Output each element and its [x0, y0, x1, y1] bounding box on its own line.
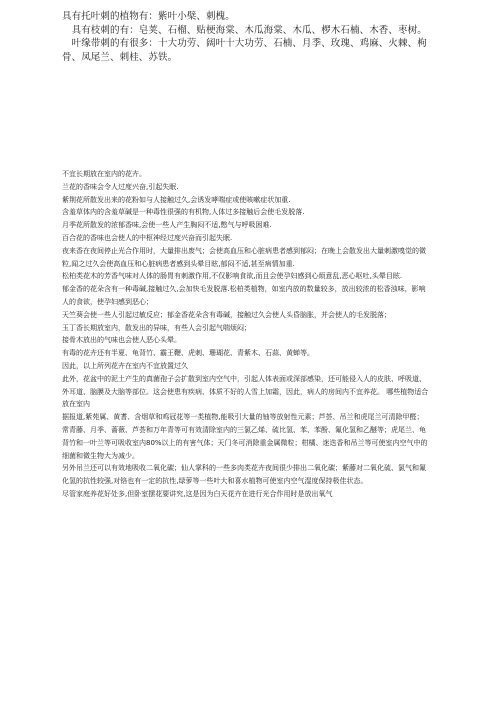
- body-paragraph: 夜来香在夜间停止光合作用时，大量排出废气；会使高血压和心脏病患者感到郁闷；在晚上会散发出大量刺激嗅觉的微粒,闻之过久会使高血压和心脏病患者感到头晕目眩,郁闷不适,甚至病情加重.: [62, 246, 426, 268]
- body-paragraph: 玉丁香长期放室内，散发出的异味，有些人会引起气喘烦闷；: [62, 323, 251, 332]
- body-paragraph: 天竺葵会使一些人引起过敏反应；郁金香花朵含有毒碱，接触过久会使人头昏脑胀，并会使人的毛发脱落；: [62, 310, 391, 319]
- intro-section: [62, 10, 440, 64]
- body-paragraph: 此外，花盆中的泥土产生的真菌孢子会扩散到室内空气中，引起人体表面或深部感染，还可能侵入人的皮肤、呼吸道、外耳道、脑膜及大脑等部位。这会使患有疾病、体质不好的人雪上加霜，因此，病人的房间内不宜养花。 哪些植物适合放在室内: [62, 374, 429, 409]
- section-heading: 不宜长期放在室内的花卉。: [62, 170, 146, 178]
- intro-paragraph: 具有托叶刺的植物有：紫叶小檗、刺槐。: [62, 11, 235, 22]
- body-paragraph: 兰花的香味会令人过度兴奋,引起失眠.: [62, 182, 179, 191]
- body-paragraph: 松柏类花木的芳香气味对人体的肠胃有刺激作用,不仅影响食欲,而且会使孕妇感到心烦意乱,恶心呕吐,头晕目眩.: [62, 272, 403, 281]
- body-paragraph: 接骨木放出的气味也会使人恶心头晕。: [62, 336, 181, 345]
- intro-paragraph: 具有枝刺的有：皂荚、石榴、贴梗海棠、木瓜海棠、木瓜、椤木石楠、木香、枣树。: [62, 24, 427, 36]
- body-paragraph: 郁金香的花朵含有一种毒碱,接触过久,会加快毛发脱落.松柏类植物，如室内放的数量较多，放出较浓的松香浊味，影响人的食欲，使孕妇感到恶心；: [62, 285, 426, 306]
- body-paragraph: 紫荆花所散发出来的花粉如与人接触过久,会诱发哮喘症或使咳嗽症状加重.: [62, 195, 291, 204]
- body-section: [62, 168, 430, 501]
- body-paragraph: 月季花所散发的浓郁香味,会使一些人产生胸闷不适,憋气与呼吸困难.: [62, 221, 272, 230]
- body-paragraph: 有毒的花卉还有半夏、龟背竹、霸王鞭、虎刺、珊瑚花、青紫木、石蒜、黄蝉等。: [62, 349, 314, 358]
- intro-paragraph: 叶缘带刺的有很多：十大功劳、阔叶十大功劳、石楠、月季、玫瑰、鸡麻、火棘、枸骨、凤尾兰、刺桂、苏铁。: [62, 38, 427, 63]
- body-paragraph: 据报道,紫苑属、黄耆、含烟草和鸡冠花等一类植物,能吸引大量的铀等放射性元素；芦荟、吊兰和虎尾兰可清除甲醛；常青藤、月季、蔷薇、芦荟和万年青等可有效清除室内的三氯乙烯、硫比氢、苯、苯酚、氟化氢和乙醚等；虎尾兰、龟背竹和一叶兰等可吸收室内80%以上的有害气体；天门冬可消除重金属微粒；柑橘、迷迭香和吊兰等可使室内空气中的细菌和微生物大为减少。: [62, 413, 428, 460]
- body-paragraph: 尽管家庭养花好处多,但卧室摆花要讲究,这是因为白天花卉在进行光合作用时是放出氧气: [62, 489, 333, 498]
- body-paragraph: 含羞草体内的含羞草碱是一种毒性很强的有机物,人体过多接触后会使毛发脱落.: [62, 208, 305, 217]
- body-paragraph: 百合花的香味也会使人的中枢神经过度兴奋而引起失眠.: [62, 233, 233, 242]
- body-paragraph: 另外吊兰还可以有效地吸收二氧化碳；仙人掌科的一些多肉类花卉夜间很少排出二氧化碳；紫藤对二氧化硫、氯气和氟化氢的抗性较强,对铬也有一定的抗性,绿萝等一些叶大和喜水植物可使室内空气湿度保持极佳状态。: [62, 464, 426, 486]
- body-paragraph: 因此，以上所列花卉在室内不宜放置过久: [62, 361, 188, 370]
